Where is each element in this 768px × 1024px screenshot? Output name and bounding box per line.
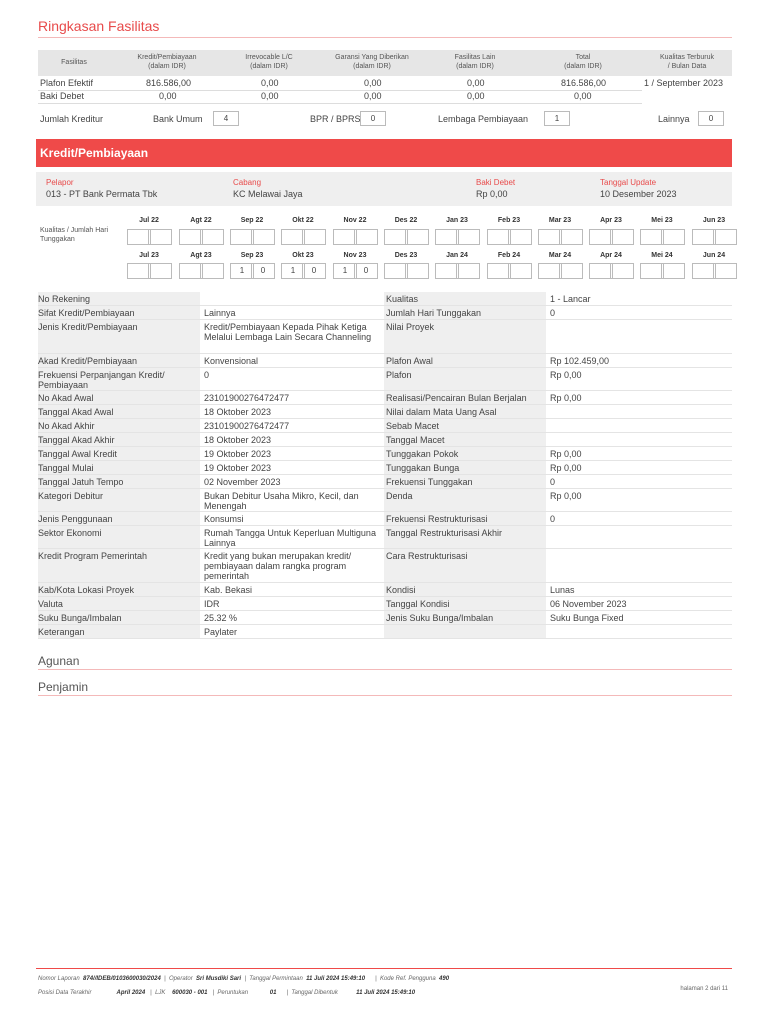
detail-value-right: 0	[550, 308, 556, 318]
detail-row	[38, 475, 732, 489]
month-label: Mar 23	[548, 217, 572, 224]
month-label: Feb 24	[497, 252, 521, 259]
detail-label-right: Jumlah Hari Tunggakan	[386, 308, 482, 318]
detail-label-right: Cara Restrukturisasi	[386, 551, 468, 561]
detail-value-left: Paylater	[204, 627, 238, 637]
detail-label-right: Nilai dalam Mata Uang Asal	[386, 407, 497, 417]
quality-cell: 1	[281, 263, 305, 279]
detail-value-left: 19 Oktober 2023	[204, 463, 272, 473]
days-overdue-cell	[559, 263, 583, 279]
days-overdue-cell	[661, 263, 685, 279]
summary-row-label: Baki Debet	[40, 91, 85, 101]
summary-cell-kualitas: 1 / September 2023	[644, 78, 724, 88]
detail-label-right: Jenis Suku Bunga/Imbalan	[386, 613, 494, 623]
quality-label: Kualitas / Jumlah Hari Tunggakan	[40, 227, 109, 243]
summary-row-divider	[38, 103, 642, 104]
detail-value-left: Lainnya	[204, 308, 236, 318]
agunan-title: Agunan	[38, 654, 80, 668]
days-overdue-cell	[559, 229, 583, 245]
month-label: Mar 24	[548, 252, 572, 259]
days-overdue-cell	[508, 263, 532, 279]
footer-rule	[36, 968, 732, 969]
kredit-banner	[36, 139, 732, 167]
summary-cell-lain: 0,00	[467, 78, 485, 88]
detail-row	[38, 597, 732, 611]
detail-label-right: Tanggal Macet	[386, 435, 445, 445]
detail-row	[38, 368, 732, 391]
lembaga-count: 1	[544, 111, 570, 126]
detail-row	[38, 306, 732, 320]
detail-value-left: Konsumsi	[204, 514, 244, 524]
detail-row	[38, 320, 732, 354]
detail-value-left: Kab. Bekasi	[204, 585, 253, 595]
detail-value-right: Rp 0,00	[550, 370, 582, 380]
footer-operator-label: Operator	[169, 976, 193, 982]
month-label: Jun 23	[702, 217, 726, 224]
detail-label-right: Kondisi	[386, 585, 416, 595]
footer-page-number: halaman 2 dari 11	[680, 986, 728, 992]
kreditur-label: Jumlah Kreditur	[40, 114, 104, 124]
summary-cell-garansi: 0,00	[364, 91, 382, 101]
detail-label-left: Frekuensi Perpanjangan Kredit/ Pembiayaan	[38, 370, 165, 390]
summary-title: Ringkasan Fasilitas	[38, 18, 160, 34]
footer-ljk: 600030 - 001	[172, 990, 208, 996]
summary-cell-lc: 0,00	[261, 78, 279, 88]
detail-label-left: Kab/Kota Lokasi Proyek	[38, 585, 135, 595]
bank-umum-label: Bank Umum	[153, 114, 203, 124]
detail-value-right: Rp 0,00	[550, 449, 582, 459]
lainnya-label: Lainnya	[658, 114, 690, 124]
month-label: Sep 22	[240, 217, 264, 224]
month-label: Mei 24	[651, 252, 673, 259]
detail-value-left: IDR	[204, 599, 220, 609]
days-overdue-cell	[713, 263, 737, 279]
summary-title-rule	[38, 37, 732, 38]
month-label: Des 23	[394, 252, 418, 259]
detail-value-right	[550, 433, 730, 435]
detail-label-left: Kategori Debitur	[38, 491, 104, 501]
footer-peruntukan: 01	[269, 990, 277, 996]
detail-value-left: 23101900276472477	[204, 393, 290, 403]
detail-label-right: Tunggakan Pokok	[386, 449, 459, 459]
detail-label-right: Plafon Awal	[386, 356, 433, 366]
pelapor-value: 013 - PT Bank Permata Tbk	[46, 189, 158, 199]
tanggal-update-label: Tanggal Update	[600, 178, 657, 187]
footer-peruntukan-label: Peruntukan	[217, 990, 249, 996]
baki-debet-label: Baki Debet	[476, 178, 516, 187]
footer-ljk-label: LJK	[155, 990, 166, 996]
days-overdue-cell	[251, 229, 275, 245]
footer-posisi-label: Posisi Data Terakhir	[38, 990, 92, 996]
cabang-label: Cabang	[233, 178, 262, 187]
detail-row	[38, 433, 732, 447]
agunan-rule	[38, 669, 732, 670]
detail-label-right: Nilai Proyek	[386, 322, 435, 332]
days-overdue-cell	[661, 229, 685, 245]
detail-value-left: 0	[204, 370, 210, 380]
quality-cell: 1	[230, 263, 254, 279]
month-label: Nov 23	[343, 252, 367, 259]
days-overdue-cell: 0	[302, 263, 326, 279]
days-overdue-cell	[713, 229, 737, 245]
detail-row	[38, 405, 732, 419]
footer-kode: 490	[439, 976, 450, 982]
days-overdue-cell	[610, 229, 634, 245]
detail-row	[38, 583, 732, 597]
detail-label-left: Tanggal Akad Awal	[38, 407, 114, 417]
detail-value-left: 02 November 2023	[204, 477, 281, 487]
detail-value-left: Kredit/Pembiayaan Kepada Pihak Ketiga Melalui Lembaga Lain Secara Channeling	[204, 322, 372, 342]
footer-nomor: 874//IDEB/0103600030/2024	[83, 976, 161, 982]
footer-line-2: Posisi Data Terakhir April 2024 | LJK 600030 - 001 | Peruntukan 01 | Tanggal Dibentuk 11 Juli 2024 15:49:10	[38, 990, 416, 996]
detail-label-right: Kualitas	[386, 294, 419, 304]
days-overdue-cell	[610, 263, 634, 279]
summary-cell-garansi: 0,00	[364, 78, 382, 88]
detail-row	[38, 526, 732, 549]
detail-value-left: Konvensional	[204, 356, 259, 366]
bpr-count: 0	[360, 111, 386, 126]
month-label: Agt 22	[190, 217, 212, 224]
detail-label-left: Tanggal Awal Kredit	[38, 449, 117, 459]
penjamin-rule	[38, 695, 732, 696]
detail-row	[38, 611, 732, 625]
summary-cell-total: 816.586,00	[561, 78, 607, 88]
month-label: Apr 23	[600, 217, 622, 224]
detail-label-right	[386, 625, 546, 627]
footer-operator: Sri Musdiki Sari	[196, 976, 242, 982]
detail-row	[38, 292, 732, 306]
detail-label-left: Jenis Penggunaan	[38, 514, 113, 524]
summary-row-plafon	[38, 78, 732, 90]
days-overdue-cell	[508, 229, 532, 245]
baki-debet-value: Rp 0,00	[476, 189, 508, 199]
days-overdue-cell	[405, 229, 429, 245]
detail-value-left: 18 Oktober 2023	[204, 407, 272, 417]
footer-tgl-bentuk: 11 Juli 2024 15:49:10	[356, 990, 416, 996]
summary-header-kredit: Kredit/Pembiayaan (dalam IDR)	[137, 54, 197, 70]
detail-value-right	[550, 526, 730, 528]
detail-value-right	[550, 625, 730, 627]
days-overdue-cell: 0	[354, 263, 378, 279]
detail-value-right	[550, 405, 730, 407]
month-label: Agt 23	[190, 252, 212, 259]
detail-value-left	[204, 292, 380, 294]
month-label: Jan 23	[446, 217, 468, 224]
summary-table-header	[38, 50, 732, 76]
detail-label-left: Tanggal Jatuh Tempo	[38, 477, 124, 487]
detail-value-right: 0	[550, 514, 556, 524]
summary-header-fasilitas: Fasilitas	[61, 59, 87, 66]
summary-cell-lc: 0,00	[261, 91, 279, 101]
detail-value-left: Rumah Tangga Untuk Keperluan Multiguna Lainnya	[204, 528, 376, 548]
summary-cell-kredit: 0,00	[159, 91, 177, 101]
month-label: Okt 23	[292, 252, 314, 259]
summary-row-baki	[38, 91, 732, 103]
detail-value-left: Bukan Debitur Usaha Mikro, Kecil, dan Menengah	[204, 491, 359, 511]
detail-row	[38, 461, 732, 475]
days-overdue-cell	[456, 229, 480, 245]
month-label: Jul 22	[139, 217, 159, 224]
pelapor-label: Pelapor	[46, 178, 74, 187]
days-overdue-cell	[354, 229, 378, 245]
detail-label-right: Tanggal Restrukturisasi Akhir	[386, 528, 503, 538]
footer-tgl-bentuk-label: Tanggal Dibentuk	[291, 990, 338, 996]
days-overdue-cell	[200, 263, 224, 279]
detail-label-left: Tanggal Mulai	[38, 463, 94, 473]
quality-cell: 1	[333, 263, 357, 279]
detail-label-right: Sebab Macet	[386, 421, 440, 431]
bank-umum-count: 4	[213, 111, 239, 126]
detail-label-right: Plafon	[386, 370, 412, 380]
detail-value-left: 18 Oktober 2023	[204, 435, 272, 445]
footer-posisi: April 2024	[116, 990, 146, 996]
detail-row	[38, 625, 732, 639]
summary-cell-lain: 0,00	[467, 91, 485, 101]
summary-cell-kredit: 816.586,00	[146, 78, 192, 88]
days-overdue-cell	[200, 229, 224, 245]
kredit-banner-title: Kredit/Pembiayaan	[40, 146, 149, 160]
bpr-label: BPR / BPRS	[310, 114, 361, 124]
detail-label-right: Denda	[386, 491, 413, 501]
summary-cell-total: 0,00	[574, 91, 592, 101]
detail-label-left: Keterangan	[38, 627, 85, 637]
cabang-value: KC Melawai Jaya	[233, 189, 303, 199]
detail-row	[38, 447, 732, 461]
summary-header-lc: Irrevocable L/C (dalam IDR)	[245, 54, 293, 70]
detail-value-left: 25.32 %	[204, 613, 238, 623]
month-label: Jan 24	[446, 252, 468, 259]
detail-label-right: Tunggakan Bunga	[386, 463, 460, 473]
footer-line-1: Nomor Laporan 874//IDEB/0103600030/2024 | Operator Sri Musdiki Sari | Tanggal Permintaan 11 Juli 2024 15:49:10 | Kode Ref. Pengguna 490	[38, 976, 450, 982]
detail-label-left: Akad Kredit/Pembiayaan	[38, 356, 138, 366]
detail-label-left: Sifat Kredit/Pembiayaan	[38, 308, 135, 318]
kreditur-row	[38, 111, 732, 127]
summary-header-total: Total (dalam IDR)	[564, 54, 602, 70]
month-label: Nov 22	[343, 217, 367, 224]
detail-label-left: Jenis Kredit/Pembiayaan	[38, 322, 138, 332]
detail-value-right	[550, 419, 730, 421]
month-label: Apr 24	[600, 252, 622, 259]
detail-value-right	[550, 549, 730, 551]
month-label: Okt 22	[292, 217, 314, 224]
days-overdue-cell	[405, 263, 429, 279]
detail-row	[38, 512, 732, 526]
detail-row	[38, 354, 732, 368]
detail-label-right: Frekuensi Restrukturisasi	[386, 514, 488, 524]
month-label: Sep 23	[240, 252, 264, 259]
month-label: Feb 23	[497, 217, 521, 224]
tanggal-update-value: 10 Desember 2023	[600, 189, 677, 199]
detail-row	[38, 419, 732, 433]
detail-label-left: Sektor Ekonomi	[38, 528, 102, 538]
footer-tgl-minta-label: Tanggal Permintaan	[249, 976, 303, 982]
summary-header-garansi: Garansi Yang Diberikan (dalam IDR)	[335, 54, 409, 70]
detail-label-right: Tanggal Kondisi	[386, 599, 450, 609]
detail-value-right: Lunas	[550, 585, 575, 595]
detail-label-right: Realisasi/Pencairan Bulan Berjalan	[386, 393, 527, 403]
days-overdue-cell	[302, 229, 326, 245]
detail-row	[38, 489, 732, 512]
month-label: Des 22	[394, 217, 418, 224]
detail-value-right: Suku Bunga Fixed	[550, 613, 624, 623]
summary-row-label: Plafon Efektif	[40, 78, 94, 88]
detail-label-left: Tanggal Akad Akhir	[38, 435, 115, 445]
detail-value-right: 1 - Lancar	[550, 294, 591, 304]
detail-value-right: Rp 102.459,00	[550, 356, 610, 366]
summary-header-kualitas: Kualitas Terburuk / Bulan Data	[660, 54, 714, 70]
lembaga-label: Lembaga Pembiayaan	[438, 114, 529, 124]
detail-value-right: Rp 0,00	[550, 491, 582, 501]
detail-value-right	[550, 320, 730, 322]
detail-value-left: Kredit yang bukan merupakan kredit/ pembiayaan dalam rangka program pemerintah	[204, 551, 352, 581]
days-overdue-cell	[148, 229, 172, 245]
detail-value-right: Rp 0,00	[550, 463, 582, 473]
month-label: Jul 23	[139, 252, 159, 259]
penjamin-title: Penjamin	[38, 680, 89, 694]
detail-label-left: Valuta	[38, 599, 63, 609]
detail-value-right: 0	[550, 477, 556, 487]
detail-label-left: No Akad Awal	[38, 393, 94, 403]
detail-value-left: 19 Oktober 2023	[204, 449, 272, 459]
detail-row	[38, 549, 732, 583]
summary-header-lain: Fasilitas Lain (dalam IDR)	[454, 54, 496, 70]
days-overdue-cell	[456, 263, 480, 279]
detail-label-left: No Rekening	[38, 294, 91, 304]
lainnya-count: 0	[698, 111, 724, 126]
footer-kode-label: Kode Ref. Pengguna	[379, 976, 436, 982]
detail-value-left: 23101900276472477	[204, 421, 290, 431]
detail-label-right: Frekuensi Tunggakan	[386, 477, 473, 487]
footer-tgl-minta: 11 Juli 2024 15:49:10	[306, 976, 366, 982]
detail-row	[38, 391, 732, 405]
detail-value-right: 06 November 2023	[550, 599, 627, 609]
month-label: Jun 24	[702, 252, 726, 259]
detail-label-left: Suku Bunga/Imbalan	[38, 613, 122, 623]
days-overdue-cell	[148, 263, 172, 279]
detail-label-left: Kredit Program Pemerintah	[38, 551, 148, 561]
detail-value-right: Rp 0,00	[550, 393, 582, 403]
footer-nomor-label: Nomor Laporan	[38, 976, 80, 982]
detail-label-left: No Akad Akhir	[38, 421, 95, 431]
month-label: Mei 23	[651, 217, 673, 224]
days-overdue-cell: 0	[251, 263, 275, 279]
